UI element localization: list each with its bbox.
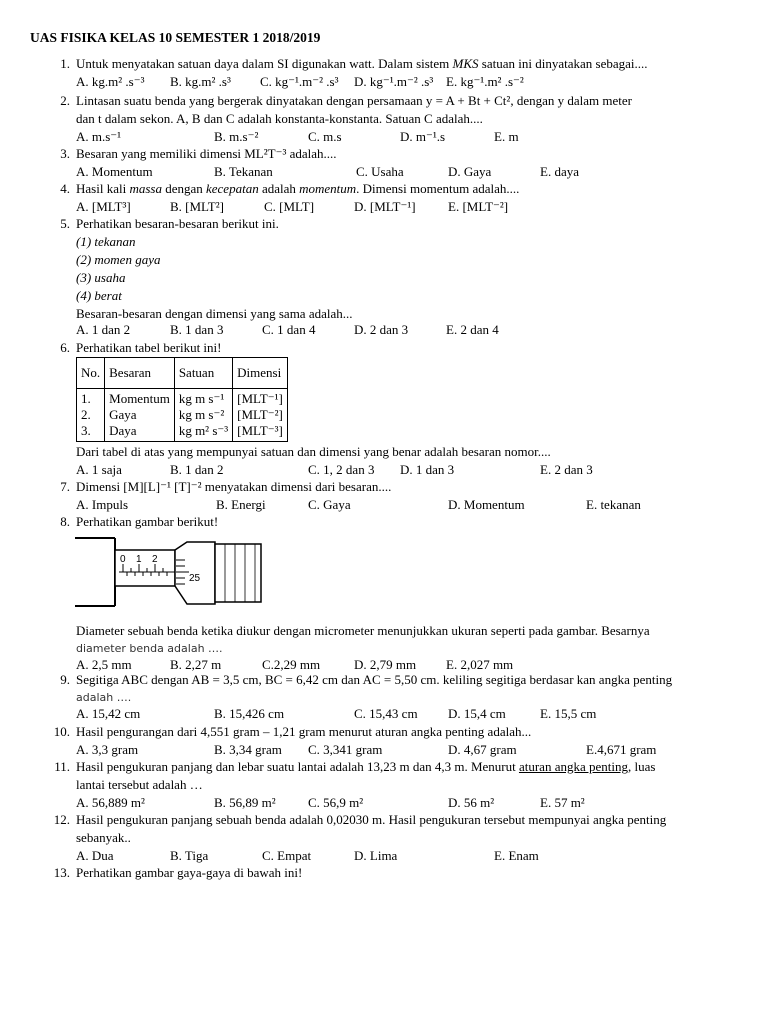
exam-title: UAS FISIKA KELAS 10 SEMESTER 1 2018/2019 xyxy=(30,30,321,45)
option-c: C. m.s xyxy=(308,129,342,144)
question-prompt: Dari tabel di atas yang mempunyai satuan dan dimensi yang benar adalah besaran nomor.... xyxy=(76,444,551,459)
question-text-2: lantai tersebut adalah … xyxy=(76,777,203,792)
question-number: 5. xyxy=(60,216,70,231)
option-b: B. Energi xyxy=(216,497,266,512)
option-d: D. Momentum xyxy=(448,497,525,512)
option-b: B. 56,89 m² xyxy=(214,795,276,810)
question-text: Hasil pengukuran panjang dan lebar suatu lantai adalah 13,23 m dan 4,3 m. Menurut aturan angka penting, luas xyxy=(76,759,656,774)
option-c: C. 56,9 m² xyxy=(308,795,364,810)
option-e: E. 15,5 cm xyxy=(540,706,597,721)
question-number: 2. xyxy=(60,93,70,108)
question-number: 12. xyxy=(53,812,70,827)
option-e: E. 2 dan 3 xyxy=(540,462,593,477)
option-d: D. kg⁻¹.m⁻² .s³ xyxy=(354,74,434,89)
question-number: 11. xyxy=(54,759,70,774)
option-a: A. [MLT³] xyxy=(76,199,131,214)
option-c: C. [MLT] xyxy=(264,199,315,214)
option-e: E. [MLT⁻²] xyxy=(448,199,509,214)
question-number: 1. xyxy=(60,56,70,71)
option-b: B. Tiga xyxy=(170,848,209,863)
option-c: C.2,29 mm xyxy=(262,657,321,672)
option-c: C. 15,43 cm xyxy=(354,706,418,721)
question-text-2: diameter benda adalah …. xyxy=(76,642,223,655)
option-b: B. 3,34 gram xyxy=(214,742,282,757)
option-e: E. kg⁻¹.m² .s⁻² xyxy=(446,74,524,89)
option-a: A. 3,3 gram xyxy=(76,742,139,757)
option-b: B. Tekanan xyxy=(214,164,273,179)
question-number: 7. xyxy=(60,479,70,494)
option-a: A. 1 saja xyxy=(76,462,122,477)
option-d: D. m⁻¹.s xyxy=(400,129,446,144)
question-number: 10. xyxy=(53,724,70,739)
dimension-table xyxy=(76,357,288,442)
table-cell: 1. 2. 3. xyxy=(77,389,105,442)
option-e: E. m xyxy=(494,129,519,144)
option-b: B. [MLT²] xyxy=(170,199,224,214)
option-e: E. 2,027 mm xyxy=(446,657,514,672)
question-text: Perhatikan tabel berikut ini! xyxy=(76,340,222,355)
option-d: D. 1 dan 3 xyxy=(400,462,455,477)
table-header: Satuan xyxy=(174,358,232,389)
option-e: E. 57 m² xyxy=(540,795,585,810)
option-e: E. daya xyxy=(540,164,579,179)
question-text: Perhatikan besaran-besaran berikut ini. xyxy=(76,216,279,231)
scale-label-2: 2 xyxy=(152,554,158,565)
table-header: Dimensi xyxy=(233,358,288,389)
scale-label-0: 0 xyxy=(120,554,126,565)
question-text-2: dan t dalam sekon. A, B dan C adalah konstanta-konstanta. Satuan C adalah.... xyxy=(76,111,483,126)
question-prompt: Besaran-besaran dengan dimensi yang sama adalah... xyxy=(76,306,353,321)
question-text: Segitiga ABC dengan AB = 3,5 cm, BC = 6,42 cm dan AC = 5,50 cm. keliling segitiga berdasar kan angka penting xyxy=(76,672,673,687)
option-e: E. 2 dan 4 xyxy=(446,322,499,337)
option-a: A. m.s⁻¹ xyxy=(76,129,122,144)
list-item: (1) tekanan xyxy=(76,234,136,249)
scale-label-1: 1 xyxy=(136,554,142,565)
option-d: D. Gaya xyxy=(448,164,492,179)
question-text: Hasil pengurangan dari 4,551 gram – 1,21 gram menurut aturan angka penting adalah... xyxy=(76,724,532,739)
option-a: A. Impuls xyxy=(76,497,128,512)
question-text: Dimensi [M][L]⁻¹ [T]⁻² menyatakan dimensi dari besaran.... xyxy=(76,479,392,494)
option-c: C. 1 dan 4 xyxy=(262,322,316,337)
question-number: 6. xyxy=(60,340,70,355)
option-c: C. Gaya xyxy=(308,497,351,512)
option-d: D. 15,4 cm xyxy=(448,706,506,721)
thimble-label: 25 xyxy=(189,573,201,584)
option-c: C. Empat xyxy=(262,848,312,863)
option-a: A. 2,5 mm xyxy=(76,657,132,672)
table-header-row xyxy=(77,358,288,389)
question-number: 13. xyxy=(53,865,70,880)
list-item: (4) berat xyxy=(76,288,122,303)
option-e: E. tekanan xyxy=(586,497,641,512)
option-a: A. Momentum xyxy=(76,164,153,179)
table-header: Besaran xyxy=(105,358,175,389)
question-text: Hasil pengukuran panjang sebuah benda adalah 0,02030 m. Hasil pengukuran tersebut mempunyai angka penting xyxy=(76,812,667,827)
option-d: D. 4,67 gram xyxy=(448,742,517,757)
option-b: B. 1 dan 2 xyxy=(170,462,224,477)
option-d: D. 56 m² xyxy=(448,795,495,810)
table-cell: [MLT⁻¹] [MLT⁻²] [MLT⁻³] xyxy=(233,389,288,442)
question-text: Besaran yang memiliki dimensi ML²T⁻³ adalah.... xyxy=(76,146,337,161)
option-a: A. Dua xyxy=(76,848,114,863)
option-b: B. 15,426 cm xyxy=(214,706,285,721)
option-d: D. [MLT⁻¹] xyxy=(354,199,416,214)
option-e: E. Enam xyxy=(494,848,539,863)
micrometer-figure xyxy=(75,532,267,614)
option-d: D. 2,79 mm xyxy=(354,657,417,672)
option-b: B. kg.m² .s³ xyxy=(170,74,231,89)
question-text: Perhatikan gambar berikut! xyxy=(76,514,219,529)
option-d: D. Lima xyxy=(354,848,398,863)
option-a: A. 1 dan 2 xyxy=(76,322,131,337)
option-c: C. Usaha xyxy=(356,164,404,179)
table-row xyxy=(77,389,288,442)
option-c: C. 3,341 gram xyxy=(308,742,383,757)
list-item: (2) momen gaya xyxy=(76,252,161,267)
question-text: Hasil kali massa dengan kecepatan adalah momentum. Dimensi momentum adalah.... xyxy=(76,181,520,196)
option-b: B. 1 dan 3 xyxy=(170,322,224,337)
table-header: No. xyxy=(77,358,105,389)
option-d: D. 2 dan 3 xyxy=(354,322,409,337)
question-text: Diameter sebuah benda ketika diukur dengan micrometer menunjukkan ukuran seperti pada gambar. Besarnya xyxy=(76,623,650,638)
option-a: A. 15,42 cm xyxy=(76,706,141,721)
option-a: A. 56,889 m² xyxy=(76,795,145,810)
table-cell: kg m s⁻¹ kg m s⁻² kg m² s⁻³ xyxy=(174,389,232,442)
list-item: (3) usaha xyxy=(76,270,126,285)
question-number: 4. xyxy=(60,181,70,196)
question-number: 9. xyxy=(60,672,70,687)
option-c: C. kg⁻¹.m⁻² .s³ xyxy=(260,74,339,89)
question-text: Perhatikan gambar gaya-gaya di bawah ini! xyxy=(76,865,303,880)
question-text-2: sebanyak.. xyxy=(76,830,131,845)
question-number: 8. xyxy=(60,514,70,529)
option-b: B. m.s⁻² xyxy=(214,129,259,144)
option-b: B. 2,27 m xyxy=(170,657,222,672)
option-a: A. kg.m² .s⁻³ xyxy=(76,74,145,89)
question-number: 3. xyxy=(60,146,70,161)
option-c: C. 1, 2 dan 3 xyxy=(308,462,375,477)
question-text-2: adalah …. xyxy=(76,691,132,704)
question-text: Untuk menyatakan satuan daya dalam SI digunakan watt. Dalam sistem MKS satuan ini dinyatakan sebagai.... xyxy=(76,56,648,71)
option-e: E.4,671 gram xyxy=(586,742,657,757)
table-cell: Momentum Gaya Daya xyxy=(105,389,175,442)
question-text: Lintasan suatu benda yang bergerak dinyatakan dengan persamaan y = A + Bt + Ct², dengan y dalam meter xyxy=(76,93,632,108)
